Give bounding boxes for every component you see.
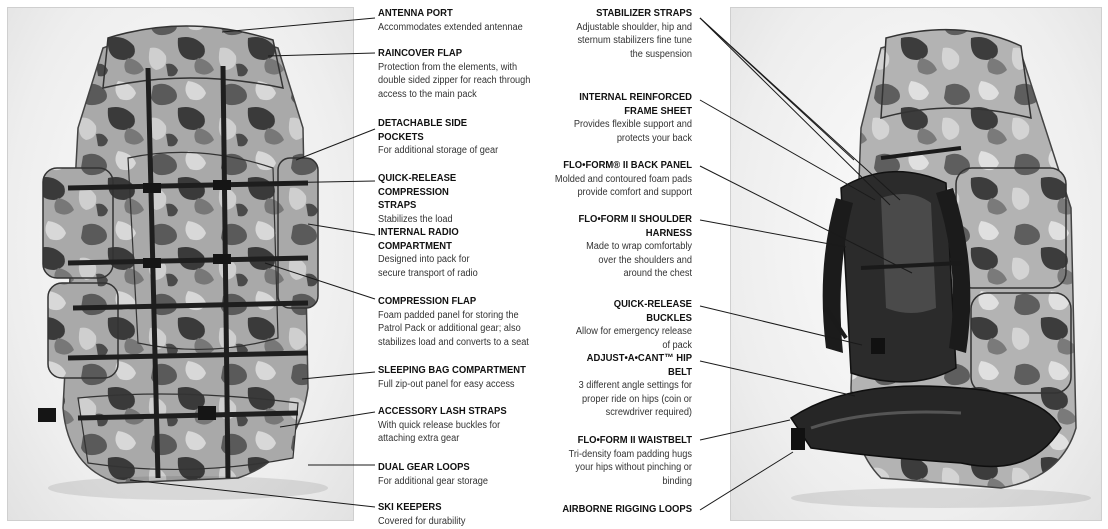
callout-title: INTERNAL REINFORCED FRAME SHEET [579, 91, 692, 117]
callout-adjust-a-cant-hip-belt [547, 352, 692, 420]
callout-description: Covered for durability [378, 515, 466, 527]
callout-title: COMPRESSION FLAP [378, 295, 477, 307]
callout-antenna-port [378, 7, 553, 34]
callout-description: Tri-density foam padding hugs your hips without pinching or binding [568, 448, 692, 487]
callout-sleeping-bag-compartment [378, 364, 553, 391]
callout-internal-radio-compartment [378, 226, 493, 280]
callout-title: FLO•FORM® II BACK PANEL [563, 159, 692, 171]
callout-flo-form-back-panel [542, 159, 692, 200]
callout-title: FLO•FORM II SHOULDER HARNESS [578, 213, 692, 239]
callout-flo-form-shoulder-harness [557, 213, 692, 281]
callout-quick-release-buckles [557, 298, 692, 352]
callout-title: INTERNAL RADIO COMPARTMENT [378, 226, 459, 252]
callout-description: Protection from the elements, with double sided zipper for reach through access to the main pack [378, 61, 531, 100]
callout-description: For additional gear storage [378, 475, 488, 487]
callout-title: QUICK-RELEASE COMPRESSION STRAPS [378, 172, 457, 211]
callout-title: STABILIZER STRAPS [596, 7, 692, 19]
callout-description: Designed into pack for secure transport of radio [378, 254, 478, 279]
callout-description: Adjustable shoulder, hip and sternum stabilizers fine tune the suspension [576, 21, 692, 60]
callout-quick-release-compression-straps [378, 172, 498, 226]
backpack-front-illustration [8, 8, 353, 520]
callout-internal-reinforced-frame-sheet [562, 91, 692, 145]
callout-title: ANTENNA PORT [378, 7, 453, 19]
callout-accessory-lash-straps [378, 405, 523, 446]
callout-title: DETACHABLE SIDE POCKETS [378, 117, 468, 143]
backpack-front-photo [7, 7, 354, 521]
callout-stabilizer-straps [552, 7, 692, 61]
callout-description: Provides flexible support and protects your back [573, 119, 692, 144]
callout-description: Stabilizes the load [378, 213, 453, 225]
callout-description: Foam padded panel for storing the Patrol Pack or additional gear; also stabilizes load and converts to a seat [378, 309, 529, 348]
callout-description: Allow for emergency release of pack [575, 326, 692, 351]
callout-description: For additional storage of gear [378, 145, 499, 156]
callout-ski-keepers [378, 501, 553, 528]
callout-title: SLEEPING BAG COMPARTMENT [378, 364, 526, 376]
callout-description: Made to wrap comfortably over the shoulders and around the chest [586, 241, 692, 279]
callout-dual-gear-loops [378, 461, 553, 488]
callout-description: Accommodates extended antennae [378, 21, 523, 33]
callout-title: AIRBORNE RIGGING LOOPS [562, 503, 692, 515]
callout-title: SKI KEEPERS [378, 501, 442, 513]
callout-detachable-side-pockets [378, 117, 518, 158]
callout-description: Full zip-out panel for easy access [378, 378, 515, 390]
callout-title: FLO•FORM II WAISTBELT [577, 434, 692, 446]
callout-airborne-rigging-loops [532, 503, 692, 517]
callout-title: ACCESSORY LASH STRAPS [378, 405, 507, 417]
callout-title: QUICK-RELEASE BUCKLES [613, 298, 692, 324]
callout-description: 3 different angle settings for proper ride on hips (coin or screwdriver required) [578, 380, 692, 418]
callout-title: RAINCOVER FLAP [378, 47, 463, 59]
callout-description: With quick release buckles for attaching extra gear [378, 419, 501, 444]
callout-flo-form-waistbelt [552, 434, 692, 488]
backpack-back-illustration [731, 8, 1101, 520]
callout-title: ADJUST•A•CANT™ HIP BELT [586, 352, 692, 378]
callout-description: Molded and contoured foam pads provide comfort and support [554, 173, 692, 198]
backpack-back-photo [730, 7, 1102, 521]
callout-compression-flap [378, 295, 553, 349]
callout-title: DUAL GEAR LOOPS [378, 461, 470, 473]
callout-raincover-flap [378, 47, 553, 101]
